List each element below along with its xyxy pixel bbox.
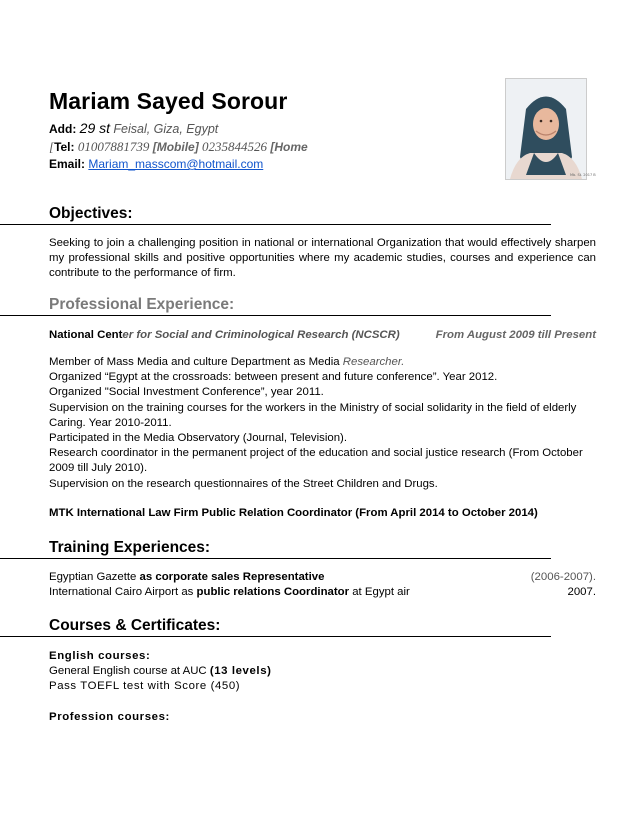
toefl-line: Pass TOEFL test with Score (450) [49, 680, 241, 692]
period-text: From August 2009 till Present [435, 329, 596, 341]
professional-title: Professional Experience: [49, 296, 235, 313]
profession-courses-heading: Profession courses: [49, 711, 170, 723]
training-title: Training Experiences: [49, 539, 211, 556]
english-course-line: General English course at AUC (13 levels) [49, 665, 272, 677]
training-date: (2006-2007). [530, 571, 596, 583]
address-city: Feisal, Giza, Egypt [113, 122, 219, 136]
english-courses-heading: English courses: [49, 650, 151, 662]
email-label: Email: [49, 157, 86, 171]
experience-item: Supervision on the research questionnaires of the Street Children and Drugs. [49, 478, 438, 490]
telephone-line [49, 139, 308, 155]
profile-photo [505, 78, 596, 180]
experience-item: Caring. Year 2010-2011. [49, 417, 172, 429]
experience-item: Organized “Egypt at the crossroads: between present and future conference”. Year 2012. [49, 371, 498, 383]
tel-label: Tel: [54, 140, 75, 154]
experience-item: Research coordinator in the permanent project of the education and social justice research (From October [49, 447, 583, 459]
tel-prefix: [ [49, 139, 55, 154]
address-street: 29 st [79, 120, 111, 136]
training-row: Egyptian Gazette as corporate sales Representative [49, 571, 325, 583]
courses-title: Courses & Certificates: [49, 617, 221, 634]
address-label: Add: [49, 122, 77, 136]
email-link[interactable]: Mariam_masscom@hotmail.com [88, 157, 264, 171]
objectives-text: Seeking to join a challenging position in national or international Organization that would effectively sharpen my professional skills and positive opportunities where my academic studies, courses and experience can contribute to the performance of firm. [49, 237, 596, 279]
profile-photo-image [506, 79, 596, 179]
experience-item: Participated in the Media Observatory (Journal, Television). [49, 432, 347, 444]
photo-caption: Mb. St. 2017 B [570, 173, 596, 177]
address-line [49, 120, 218, 136]
email-line [49, 157, 263, 171]
experience-item: 2009 till July 2010). [49, 462, 148, 474]
professional-rule [0, 315, 551, 316]
professional-period [436, 328, 596, 343]
experience-item: Supervision on the training courses for the workers in the Ministry of social solidarity in the field of elderly [49, 402, 577, 414]
mtk-line: MTK International Law Firm Public Relation Coordinator (From April 2014 to October 2014) [49, 507, 538, 519]
training-rule [0, 558, 551, 559]
tel-mobile-tag: [Mobile] [152, 140, 199, 154]
tel-home: 0235844526 [202, 139, 268, 154]
training-row: International Cairo Airport as public relations Coordinator at Egypt air [49, 586, 410, 598]
candidate-name: Mariam Sayed Sorour [49, 88, 288, 114]
org-name-italic: er for Social and Criminological Research (NCSCR) [122, 329, 400, 341]
objectives-rule [0, 224, 551, 225]
experience-item: Member of Mass Media and culture Department as Media Researcher. [49, 356, 405, 368]
training-date: 2007. [567, 586, 596, 598]
tel-home-tag: [Home [270, 140, 308, 154]
tel-mobile: 01007881739 [77, 139, 150, 154]
objectives-title: Objectives: [49, 205, 133, 222]
courses-rule [0, 636, 551, 637]
experience-item: Organized "Social Investment Conference”, year 2011. [49, 386, 324, 398]
org-name-bold: National Cent [49, 329, 123, 341]
professional-org [49, 328, 400, 343]
